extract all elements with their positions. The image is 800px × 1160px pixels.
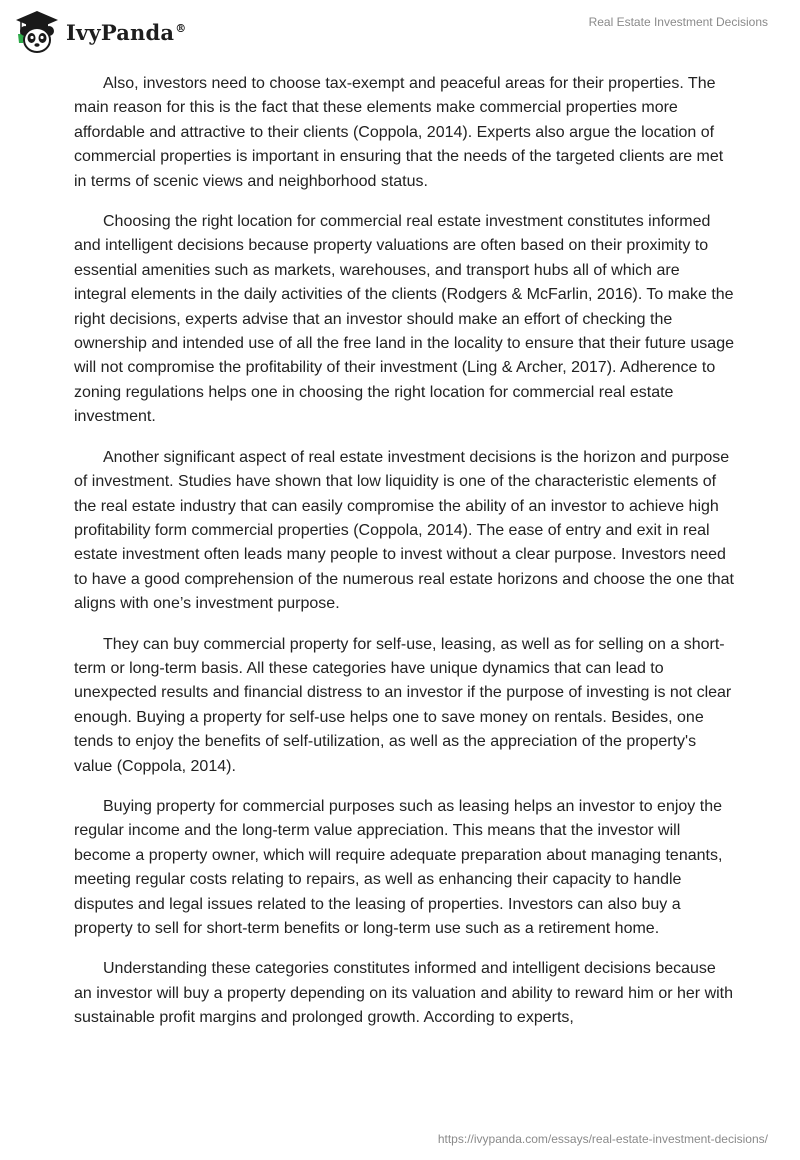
document-title: Real Estate Investment Decisions <box>588 15 768 29</box>
registered-mark: ® <box>175 21 187 35</box>
paragraph: Buying property for commercial purposes such as leasing helps an investor to enjoy the regular income and the long-term value appreciation. This means that the investor will become a property owner, which will require adequate preparation about managing tenants, meeting regular costs relating to repairs, as well as enhancing their capacity to handle disputes and legal issues related to the leasing of properties. Investors can also buy a property to sell for short-term benefits or long-term use such as a retirement home. <box>74 797 723 937</box>
panda-graduation-cap-icon <box>14 9 60 55</box>
page-header <box>0 0 800 62</box>
footer-url[interactable]: https://ivypanda.com/essays/real-estate-investment-decisions/ <box>437 1132 768 1146</box>
brand-name: IvyPanda® <box>66 19 187 45</box>
paragraph: Understanding these categories constitutes informed and intelligent decisions because an investor will buy a property depending on its valuation and ability to reward him or her with sustainable profit margins and prolonged growth. According to experts, <box>74 960 734 1027</box>
brand-logo[interactable] <box>14 6 186 58</box>
paragraph: Another significant aspect of real estate investment decisions is the horizon and purpose of investment. Studies have shown that low liquidity is one of the characteristic elements of the real estate industry that can easily compromise the ability of an investor to achieve high profitability form commercial properties (Coppola, 2014). The ease of entry and exit in real estate investment often leads many people to invest without a clear purpose. Investors need to have a good comprehension of the numerous real estate horizons and choose the one that aligns with one’s investment purpose. <box>74 448 734 613</box>
paragraph: Choosing the right location for commercial real estate investment constitutes informed and intelligent decisions because property valuations are often based on their proximity to essential amenities such as markets, warehouses, and transport hubs all of which are integral elements in the daily activities of the clients (Rodgers & McFarlin, 2016). To make the right decisions, experts advise that an investor should make an effort of checking the ownership and intended use of all the free land in the locality to ensure that their future usage will not compromise the profitability of their investment (Ling & Archer, 2017). Adherence to zoning regulations helps one in choosing the right location for commercial real estate investment. <box>74 213 734 426</box>
essay-body <box>74 72 734 1047</box>
paragraph: Also, investors need to choose tax-exempt and peaceful areas for their properties. The main reason for this is the fact that these elements make commercial properties more affordable and attractive to their clients (Coppola, 2014). Experts also argue the location of commercial properties is important in ensuring that the needs of the targeted clients are met in terms of scenic views and neighborhood status. <box>74 75 724 190</box>
paragraph: They can buy commercial property for self-use, leasing, as well as for selling on a short-term or long-term basis. All these categories have unique dynamics that can lead to unexpected results and financial distress to an investor if the purpose of investing is not clear enough. Buying a property for self-use helps one to save money on rentals. Besides, one tends to enjoy the benefits of self-utilization, as well as the appreciation of the property's value (Coppola, 2014). <box>74 635 732 775</box>
